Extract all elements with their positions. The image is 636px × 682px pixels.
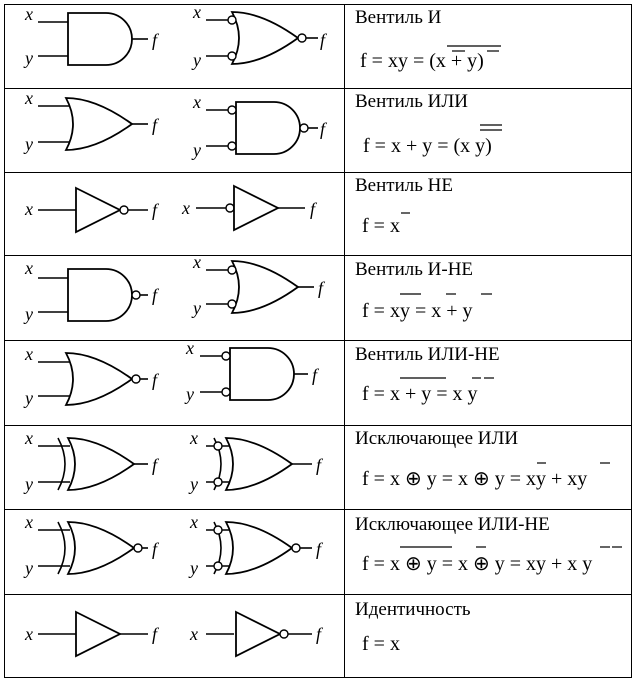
svg-text:f: f <box>152 115 158 135</box>
buffer-gate-symbol <box>24 612 160 656</box>
svg-text:y: y <box>193 50 201 70</box>
svg-text:y: y <box>25 388 33 408</box>
svg-text:y: y <box>190 558 198 578</box>
svg-text:x: x <box>190 512 198 532</box>
svg-text:x: x <box>25 512 33 532</box>
row-or <box>23 88 502 160</box>
row-xor <box>23 428 610 494</box>
svg-text:f: f <box>152 285 158 305</box>
buffer-gate-double-inverted-symbol <box>189 612 324 656</box>
gate-formula: f = x <box>362 633 400 655</box>
gate-name: Вентиль И-НЕ <box>355 259 474 280</box>
not-gate-symbol <box>24 188 160 232</box>
svg-text:f: f <box>312 365 318 385</box>
gate-formula <box>363 125 502 157</box>
and-gate-equivalent-or-symbol <box>191 2 328 70</box>
svg-text:x: x <box>190 428 198 448</box>
not-gate-equivalent-symbol <box>181 186 318 230</box>
svg-text:y: y <box>25 48 33 68</box>
svg-text:y: y <box>186 384 194 404</box>
xor-gate-symbol <box>23 428 160 494</box>
gate-formula <box>362 294 492 322</box>
svg-text:f = xy = x + y: f = xy = x + y <box>362 300 473 322</box>
or-gate-symbol <box>23 88 160 154</box>
nand-gate-symbol <box>23 258 160 324</box>
row-and <box>23 2 501 72</box>
svg-text:y: y <box>193 298 201 318</box>
svg-text:x: x <box>190 624 198 644</box>
gate-formula <box>362 463 610 490</box>
svg-text:f: f <box>320 30 326 50</box>
svg-text:f = xy = (x + y): f = xy = (x + y) <box>360 50 484 72</box>
svg-text:x: x <box>25 428 33 448</box>
row-not <box>24 175 453 237</box>
svg-text:f: f <box>316 539 322 559</box>
gate-name: Исключающее ИЛИ <box>355 428 519 449</box>
svg-text:y: y <box>193 140 201 160</box>
row-nor <box>23 338 500 408</box>
svg-text:f: f <box>152 30 158 50</box>
svg-text:y: y <box>25 134 33 154</box>
svg-text:f: f <box>152 370 158 390</box>
svg-text:y: y <box>25 474 33 494</box>
gate-name: Вентиль ИЛИ-НЕ <box>355 344 500 365</box>
svg-text:x: x <box>182 198 190 218</box>
svg-text:f = x ⊕ y = x ⊕ y = xy + x y: f = x ⊕ y = x ⊕ y = xy + x y <box>362 553 593 575</box>
or-gate-equivalent-and-symbol <box>191 92 328 160</box>
row-nand <box>23 252 492 324</box>
svg-text:f: f <box>152 455 158 475</box>
svg-text:f: f <box>310 199 316 219</box>
gate-formula <box>360 46 501 72</box>
nor-gate-symbol <box>23 344 160 408</box>
svg-text:f = x ⊕ y = x ⊕ y = xy + xy: f = x ⊕ y = x ⊕ y = xy + xy <box>362 468 588 490</box>
svg-text:x: x <box>186 338 194 358</box>
svg-text:f: f <box>318 278 324 298</box>
svg-text:f: f <box>152 624 158 644</box>
svg-text:x: x <box>25 199 33 219</box>
svg-text:f: f <box>152 200 158 220</box>
and-gate-symbol <box>23 4 160 68</box>
svg-text:f = x + y = (x y): f = x + y = (x y) <box>363 135 492 157</box>
svg-text:y: y <box>25 558 33 578</box>
row-identity <box>24 599 471 656</box>
svg-text:f = x: f = x <box>362 215 400 237</box>
svg-text:f: f <box>316 624 322 644</box>
xnor-gate-equivalent-symbol <box>188 512 324 578</box>
nand-gate-equivalent-or-symbol <box>191 252 326 318</box>
svg-text:x: x <box>25 624 33 644</box>
svg-text:x: x <box>25 4 33 24</box>
xor-gate-equivalent-symbol <box>188 428 324 494</box>
xnor-gate-symbol <box>23 512 160 578</box>
gate-name: Вентиль ИЛИ <box>355 91 468 112</box>
svg-text:x: x <box>25 258 33 278</box>
gate-formula <box>362 547 622 575</box>
gate-name: Исключающее ИЛИ-НЕ <box>355 514 550 535</box>
svg-text:f: f <box>152 539 158 559</box>
row-xnor <box>23 512 622 578</box>
svg-text:x: x <box>193 92 201 112</box>
gate-formula <box>362 378 494 405</box>
svg-text:x: x <box>25 88 33 108</box>
svg-text:x: x <box>25 344 33 364</box>
svg-text:y: y <box>25 304 33 324</box>
gate-name: Вентиль НЕ <box>355 175 453 196</box>
svg-text:x: x <box>193 2 201 22</box>
svg-text:f: f <box>316 455 322 475</box>
gate-name: Вентиль И <box>355 7 442 28</box>
svg-text:f = x + y = x y: f = x + y = x y <box>362 383 478 405</box>
svg-text:f: f <box>320 119 326 139</box>
svg-text:y: y <box>190 474 198 494</box>
gate-name: Идентичность <box>355 599 471 620</box>
svg-text:x: x <box>193 252 201 272</box>
gate-formula <box>362 213 410 237</box>
nor-gate-equivalent-and-symbol <box>184 338 320 404</box>
